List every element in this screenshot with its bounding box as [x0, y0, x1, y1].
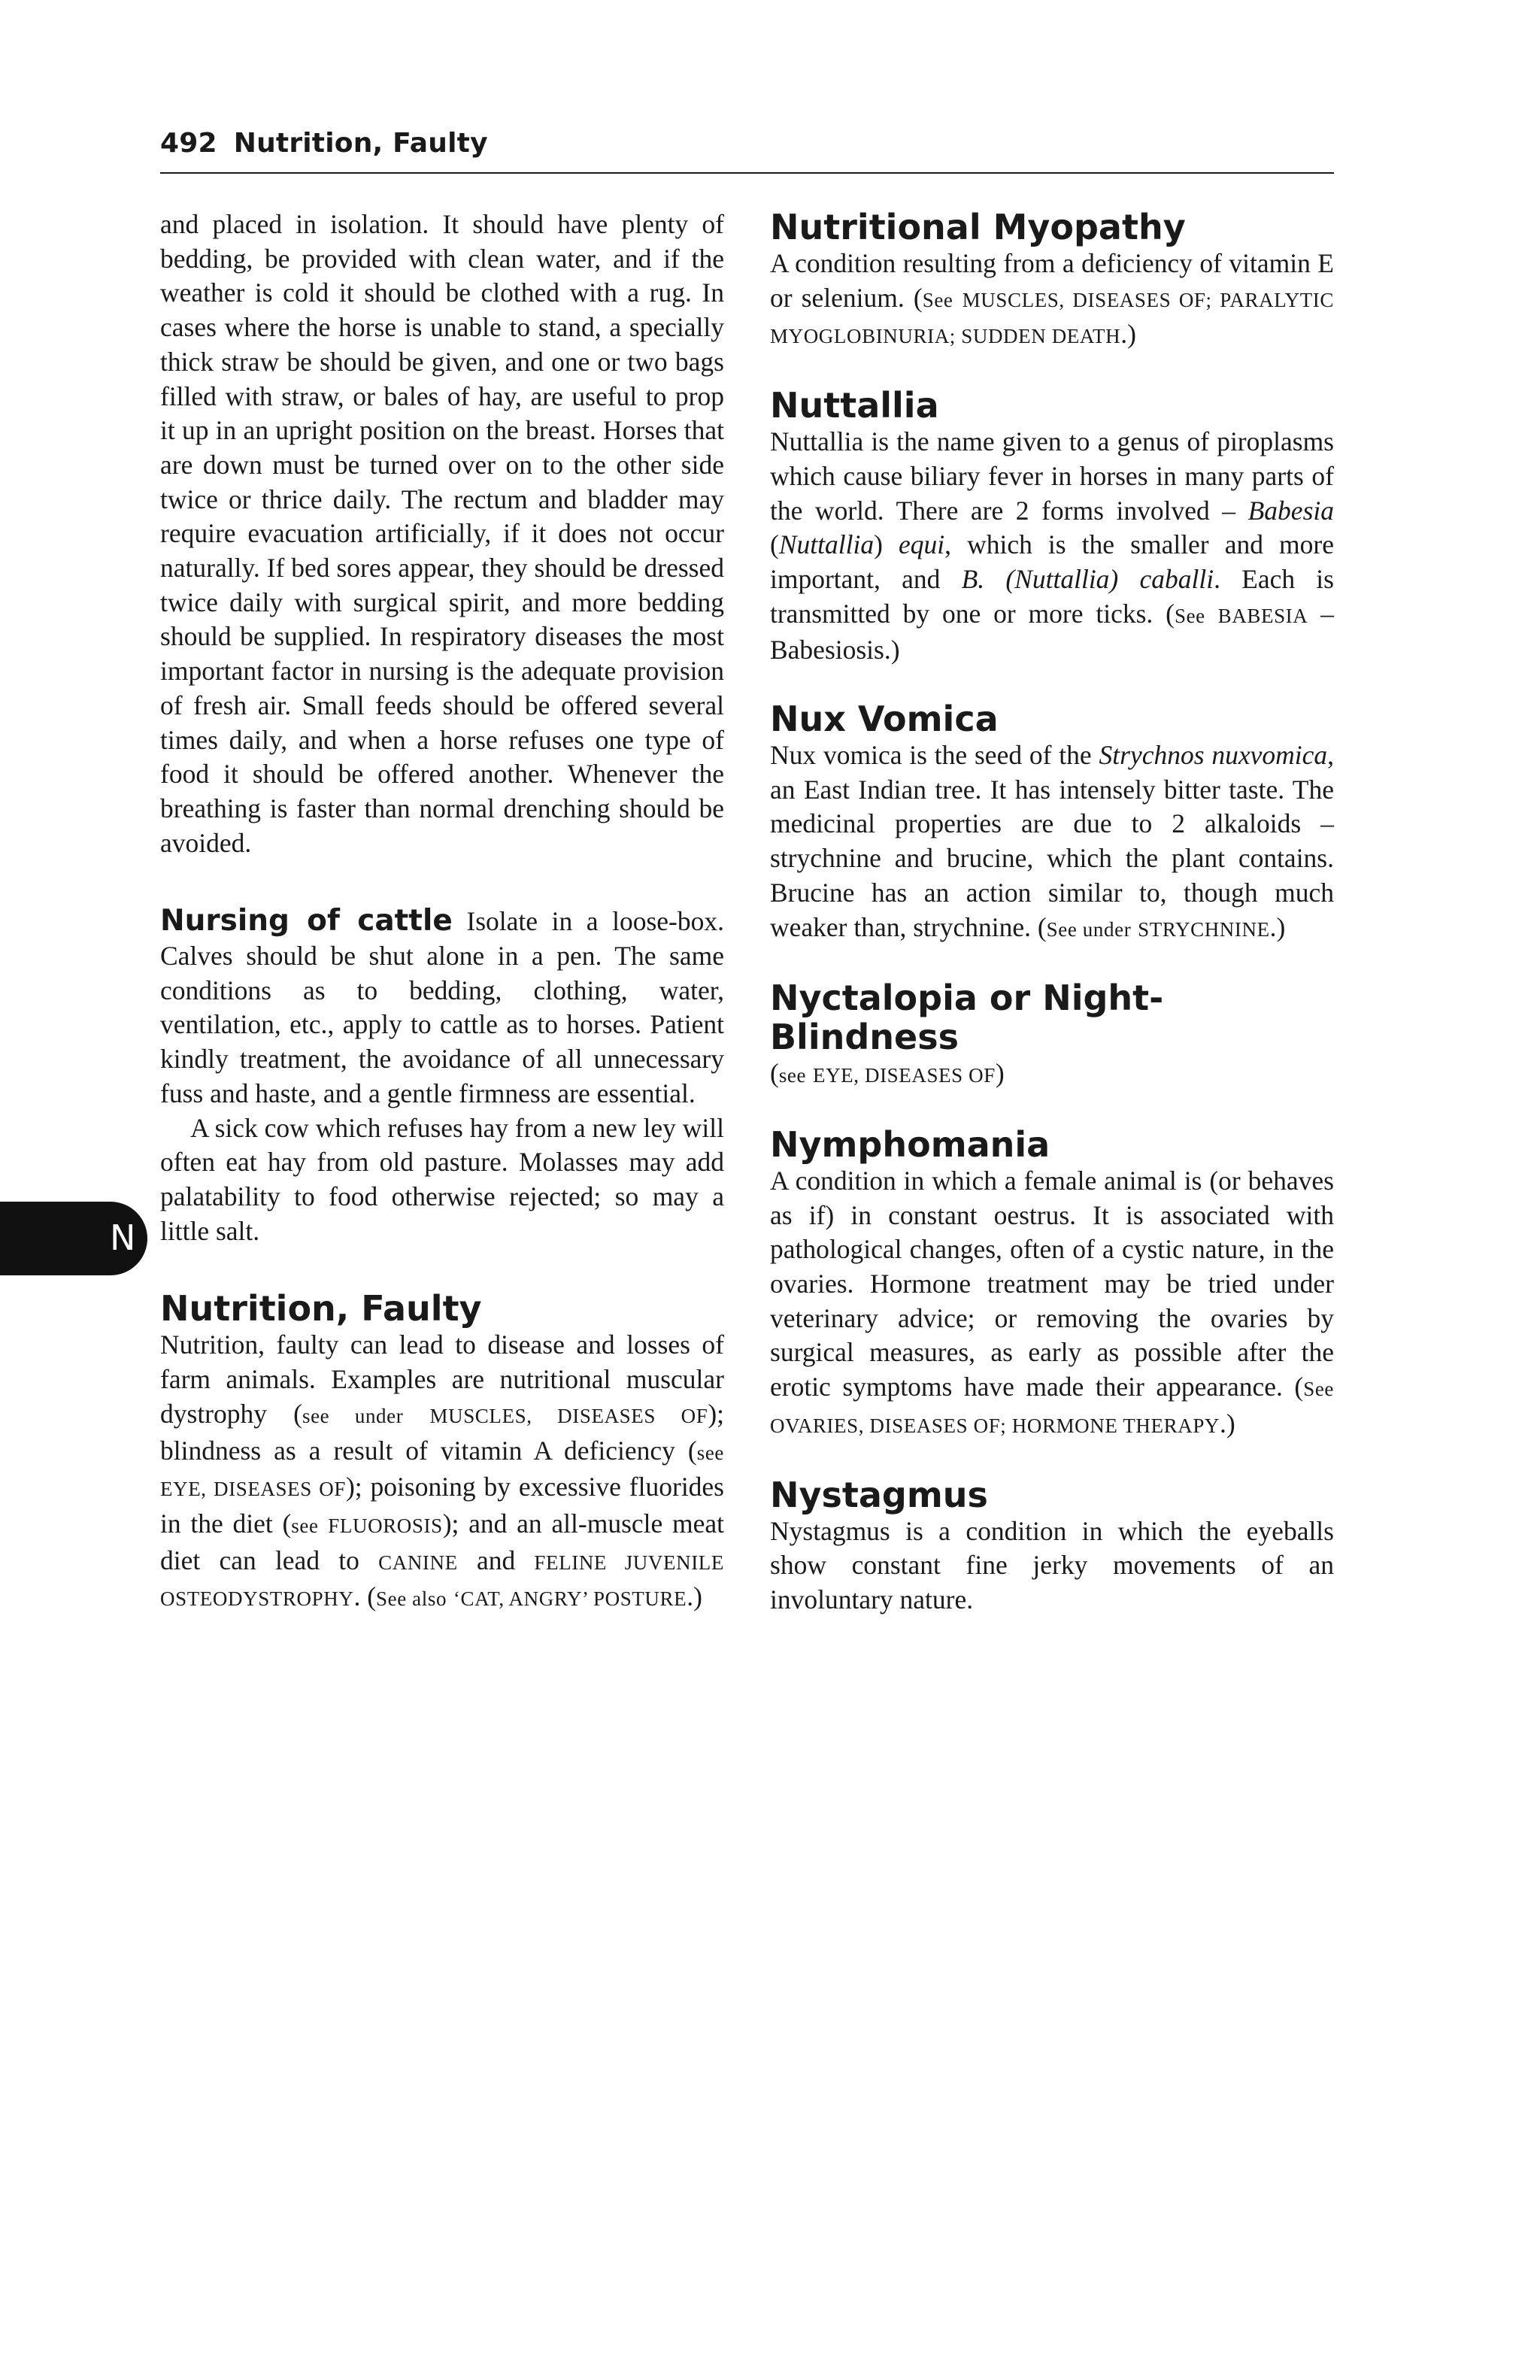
page-number: 492	[160, 128, 217, 159]
nux-vomica-body	[770, 738, 1334, 947]
nutrition-faulty-text: . (	[353, 1581, 377, 1612]
taxon-name: Nuttallia	[778, 529, 875, 560]
entry-nursing-cattle	[160, 904, 724, 1248]
entry-nutrition-faulty	[160, 1289, 724, 1617]
right-column	[770, 208, 1334, 1649]
entry-text: .)	[1269, 911, 1286, 942]
entry-text: A condition in which a female animal is (or behaves as if) in constant oestrus. It is associated with pathological changes, often of a cystic nature, in the ovaries. Hormone treatment may be tried under veterinary advice; or removing the ovaries by surgical measures, as early as possible after the erotic symptoms have made their appearance. (	[770, 1165, 1334, 1402]
nyctalopia-heading: Nyctalopia or Night-Blindness	[770, 978, 1164, 1058]
cross-reference: CANINE	[378, 1551, 458, 1574]
nystagmus-body: Nystagmus is a condition in which the eyeballs show constant fine jerky movements of an involuntary nature.	[770, 1515, 1334, 1614]
entry-text: (	[770, 1058, 779, 1089]
running-title: Nutrition, Faulty	[233, 128, 488, 159]
see-reference: See under	[1046, 917, 1132, 941]
nuttallia-heading: Nuttallia	[770, 385, 939, 426]
taxon-name: Babesia	[1247, 495, 1334, 526]
nuttallia-body	[770, 425, 1334, 668]
entry-nyctalopia	[770, 978, 1334, 1093]
entry-text: , an East Indian tree. It has intensely bitter taste. The medicinal properties are due to 2 alkaloids – strychnine and brucine, which the plant contains. Brucine has an action similar to, though much weaker than, strychnine. (	[770, 740, 1334, 942]
nymphomania-body	[770, 1164, 1334, 1444]
nutrition-faulty-text: and	[457, 1545, 535, 1575]
cross-reference: MUSCLES, DISEASES OF; PARALYTIC MYOGLOBINURIA; SUDDEN DEATH	[770, 288, 1335, 348]
entry-nursing-continued	[160, 208, 724, 860]
see-reference: see	[696, 1441, 724, 1464]
entry-text: A condition resulting from a deficiency of vitamin E or selenium. (	[770, 248, 1334, 313]
nutrition-faulty-text: ); blindness as a result of vitamin A deficiency (	[160, 1398, 725, 1466]
entry-text: .)	[1120, 319, 1136, 350]
entry-nymphomania	[770, 1125, 1334, 1444]
nutrition-faulty-text: ); and an all-muscle meat diet can lead to	[160, 1508, 724, 1575]
nymphomania-heading: Nymphomania	[770, 1123, 1050, 1165]
cross-reference: FLUOROSIS	[328, 1514, 443, 1537]
thumb-index-letter: N	[110, 1217, 136, 1258]
running-header	[160, 128, 488, 159]
nursing-cattle-subheading: Nursing of cattle	[160, 904, 453, 938]
entry-text: – Babesiosis.)	[770, 598, 1334, 665]
see-reference: see	[291, 1514, 319, 1537]
see-reference: See also	[376, 1587, 447, 1611]
nux-vomica-heading: Nux Vomica	[770, 699, 999, 740]
taxon-name: equi	[899, 529, 945, 560]
cross-reference: EYE, DISEASES OF	[160, 1478, 346, 1501]
see-reference: See	[1303, 1378, 1334, 1401]
see-reference: see	[778, 1064, 807, 1087]
nutrition-faulty-text: ); poisoning by excessive fluorides in the diet (	[160, 1472, 724, 1539]
header-rule	[160, 172, 1334, 174]
nutrition-faulty-body	[160, 1328, 724, 1617]
entry-text: . Each is transmitted by one or more ticks. (	[770, 563, 1334, 629]
cross-reference: ‘CAT, ANGRY’ POSTURE	[453, 1587, 687, 1611]
see-reference: See	[922, 288, 953, 311]
nutrition-faulty-text: Nutrition, faulty can lead to disease and losses of farm animals. Examples are nutritional muscular dystrophy (	[160, 1329, 724, 1429]
cross-reference: EYE, DISEASES OF	[812, 1064, 996, 1087]
entry-text: , which is the smaller and more important, and	[770, 529, 1335, 594]
cross-reference: STRYCHNINE	[1138, 917, 1270, 941]
nursing-cattle-paragraph	[160, 904, 724, 1111]
entry-text: )	[874, 529, 899, 560]
nutritional-myopathy-heading: Nutritional Myopathy	[770, 207, 1186, 247]
nursing-cattle-paragraph-2: A sick cow which refuses hay from a new ley will often eat hay from old pasture. Molasses may add palatability to food otherwise rejected; so may a little salt.	[160, 1112, 724, 1246]
nyctalopia-body	[770, 1057, 1334, 1093]
entry-nuttallia	[770, 386, 1334, 668]
nursing-horses-continuation: and placed in isolation. It should have plenty of bedding, be provided with clean water, and if the weather is cold it should be clothed with a rug. In cases where the horse is unable to stand, a specially thick straw be should be given, and one or two bags filled with straw, or bales of hay, are useful to prop it up in an upright position on the breast. Horses that are down must be turned over on to the other side twice or thrice daily. The rectum and bladder may require evacuation artificially, if it does not occur naturally. If bed sores appear, they should be dressed twice daily with surgical spirit, and more bedding should be supplied. In respiratory diseases the most important factor in nursing is the adequate provision of fresh air. Small feeds should be offered several times daily, and when a horse refuses one type of food it should be offered another. Whenever the breathing is faster than normal drenching should be avoided.	[160, 209, 724, 858]
nutrition-faulty-heading: Nutrition, Faulty	[160, 1288, 482, 1329]
cross-reference: BABESIA	[1217, 604, 1308, 627]
entry-nux-vomica	[770, 699, 1334, 947]
see-reference: See	[1174, 604, 1205, 627]
entry-text: .)	[1220, 1408, 1235, 1439]
taxon-name: Strychnos nuxvomica	[1099, 740, 1328, 771]
entry-nutritional-myopathy	[770, 208, 1334, 354]
entry-nystagmus	[770, 1475, 1334, 1617]
nutrition-faulty-text: .)	[687, 1581, 702, 1612]
entry-text: )	[995, 1058, 1005, 1089]
cross-reference: FELINE JUVENILE OSTEODYSTROPHY	[160, 1551, 724, 1611]
taxon-name: B. (Nuttallia) caballi	[961, 563, 1214, 594]
nystagmus-heading: Nystagmus	[770, 1474, 988, 1515]
left-column	[160, 208, 724, 1648]
entry-text: (	[770, 529, 779, 560]
entry-text: Nuttallia is the name given to a genus of piroplasms which cause biliary fever in horses in many parts of the world. There are 2 forms involved –	[770, 426, 1334, 526]
nutritional-myopathy-body	[770, 247, 1334, 354]
cross-reference: MUSCLES, DISEASES OF	[429, 1404, 708, 1427]
see-reference: see under	[302, 1404, 404, 1427]
nursing-cattle-text: Isolate in a loose-box. Calves should be shut alone in a pen. The same conditions as to bedding, clothing, water, ventilation, etc., apply to cattle as to horses. Patient kindly treatment, the avoidance of all unnecessary fuss and haste, and a gentle firmness are essential.	[160, 906, 725, 1108]
entry-text: Nux vomica is the seed of the	[770, 740, 1099, 771]
cross-reference: OVARIES, DISEASES OF; HORMONE THERAPY	[770, 1414, 1220, 1437]
